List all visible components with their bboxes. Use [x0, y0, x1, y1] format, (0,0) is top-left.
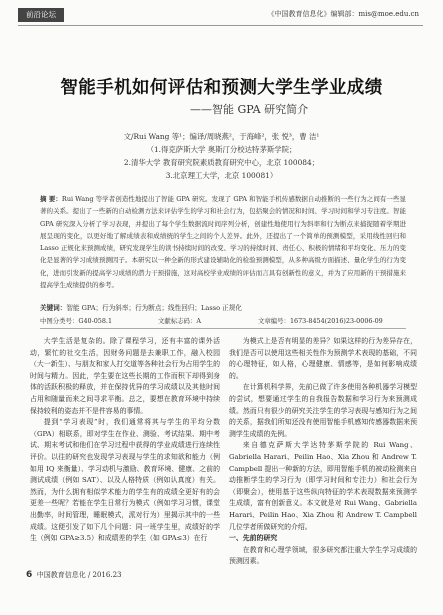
article-number: 文章编号：1673-8454(2016)23-0006-09 [258, 317, 383, 325]
author-line: 文/Rui Wang 等¹；编译/周晓燕²，于海峰²，张 悦³，曹 洁¹ [123, 132, 320, 141]
page-number: 6 [26, 570, 33, 580]
affiliation-3: 3.北京理工大学，北京 100081） [165, 171, 278, 180]
body-paragraph: 为模式上是否有明显的差异？如果这样的行为差异存在，我们是否可以使用这些相关性作为预测学术表现的基础，不同的心理特征，如人格，心理健康、情感等，是如何影响成绩的。 [229, 337, 417, 380]
abstract-text: Rui Wang 等学者创造性地提出了智能 GPA 研究。发现了 GPA 和智能手机传感数据自动推断的一些行为之间有一些显著的关系。提出了一些新的自动检测方法来评估学生的学习和社会行为，包括聚会的情况和时间、学习时间和学习专注度。智能 GPA 研究深入分析了学习表现，并提出了每个学生数据流时间序列分析，创建性地使用行为斜率和行为断点来捕捉随着学期进展呈现的变化，以更好地了解成绩表和成绩统的学生之间的个人差异。此外，还提出了一个简单的预测模型，采用线性回归和 Lasso 正规化来预测成绩，研究发现学生的读书持续时间的改变、学习的持续时间、责任心、积极的情绪和平均变化、压力的变化是显著的学习成绩预测因子。本研究以一种全新的形式建设辅助化的检验预测模型，从多种高级方面描述、量化学生的行为变化，进而引发新的提高学习成绩的潜力干预措施，这对高校学业成绩的评估而言具有创新性的意义，并为了应用新的干预措施来提高学生成绩提供的参考。 [40, 195, 406, 290]
article-title: 智能手机如何评估和预测大学生学业成绩 [60, 78, 383, 98]
abstract [40, 193, 406, 291]
clc-number: 中图分类号：G40-058.1 [40, 317, 113, 325]
body-paragraph: 在计算机科学界，先前已做了许多使用各种机器学习模型的尝试，想要通过学生的自我报告数据和学习行为来预测成绩。然而只有很少的研究关注学生的学习表现与感知行为之间的关系，据我们所知还没有使用智能手机感知传感器数据来预测学生成绩的先例。 [229, 383, 417, 438]
keywords-text: 智能 GPA；行为斜率；行为断点；线性回归；Lasso 正规化 [66, 304, 242, 312]
body-paragraph: 提到“学习表现”时，我们通常将其与学生的平均分数（GPA）相联系，即对学生在作业、测验、考试结果、期中考试、期末考试和他们在学习过程中获得的学业成绩进行连续性评价。以往的研究也发现学习表现与学生的求知欲和能力（例如用 IQ 来衡量）、学习动机与激励、教育环境、健康、之前的测试成绩（例如 SAT）、以及人格特质（例如认真度）有关。然而，为什么拥有相似学术能力的学生有的成绩全更好有的会更差一些呢？若能在学生日常行为模式（例如学习习惯，课堂出勤率，时间管理，睡眠模式，派对行为）里揭示其中的一些成绩。这便引发了如下几个问题：同一班学生里，成绩好的学生（例如 GPA≥3.5）和成绩差的学生（如 GPA≤3）在行 [30, 418, 220, 543]
body-paragraph: 大学生活是复杂的。除了课程学习，还有丰富的课外活动，繁忙的社交生活，因财务问题是去兼职工作，融入校园（大一新生）、与朋友和家人打交道等各种社会行为占用学生的时间与精力。因此，学生要在这些长期的工作而积下却得到身体的活跃积极的释放，并在保持优异的学习成绩以及其他时间占用和随量而来之间寻求平衡。总之，要想在教育环境中持续保持较利的姿态并不是件容易的事情。 [30, 337, 220, 415]
section-heading: 一、先前的研究 [229, 534, 278, 543]
body-paragraph: 来自德克萨斯大学达特茅斯学院的 Rui Wang、Gabriella Harari、Peilin Hao、Xia Zhou 和 Andrew T. Campbell 提出一种新的方法，即用智能手机的被动检测来自动推断学生的学习行为（即学习时间和专注力）和社会行为（即聚会），使用基于这些纵向特征的学术表现数据来预测学生成绩，富有创新意义。本文就是对 Rui Wang、Gabriella Harari、Peilin Hao、Xia Zhou 和 Andrew T. Campbell 几位学者所做研究的介绍。 [229, 441, 417, 531]
body-paragraph: 在教育和心理学领域，很多研究都注重大学生学习成绩的预测因素。 [229, 545, 417, 566]
journal-issue: 中国教育信息化 / 2016.23 [36, 571, 122, 579]
right-column [229, 336, 417, 568]
document-code: 文献标志码：A [158, 317, 201, 325]
section-tag: 前沿论坛 [18, 8, 64, 22]
abstract-label: 摘 要： [40, 195, 62, 203]
journal-header: 《中国教育信息化》编辑部：mis@moe.edu.cn [267, 10, 419, 18]
keywords [40, 302, 242, 312]
affiliation-2: 2.清华大学 教育研究院素质教育研究中心，北京 100084； [123, 158, 320, 167]
left-column [30, 336, 220, 545]
article-subtitle: ——智能 GPA 研究简介 [190, 103, 309, 116]
affiliation-1: （1.得克萨斯大学 奥斯汀分校达特茅斯学院； [146, 145, 297, 154]
keywords-label: 关键词： [40, 304, 67, 312]
header-divider [18, 25, 423, 26]
page-footer [26, 570, 121, 580]
classification-divider [40, 328, 406, 329]
